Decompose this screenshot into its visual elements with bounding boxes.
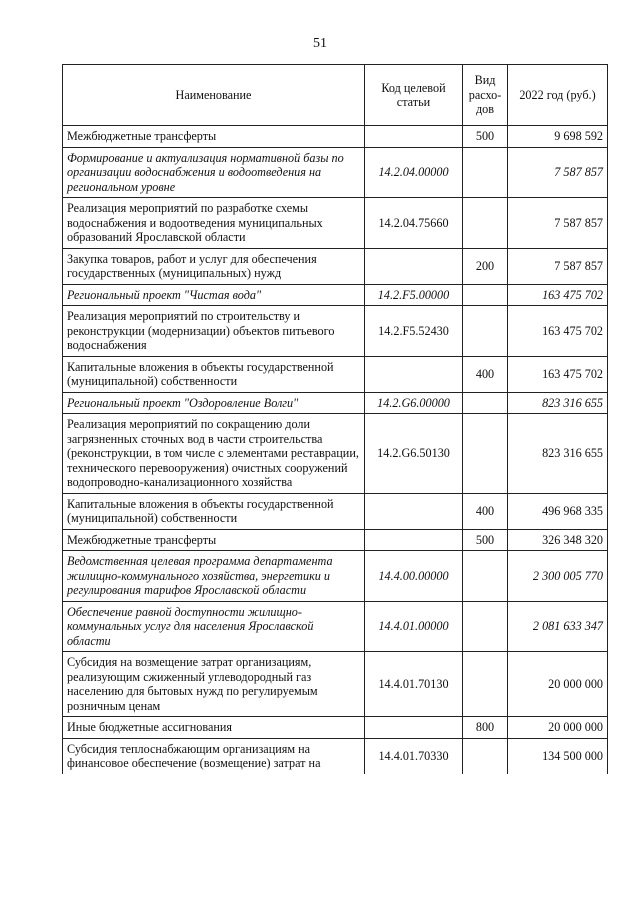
cell-name: Реализация мероприятий по разработке схемы водоснабжения и водоотведения муниципальных образований Ярославской области <box>63 198 365 249</box>
cell-kind <box>463 392 508 414</box>
table-row <box>63 356 608 392</box>
cell-kind <box>463 652 508 717</box>
cell-name: Субсидия теплоснабжающим организациям на финансовое обеспечение (возмещение) затрат на <box>63 738 365 774</box>
cell-name: Реализация мероприятий по сокращению доли загрязненных сточных вод в части строительства (реконструкции, в том числе с элементами реставрации, технического перевооружения) очистных сооружений водопроводно-канализационного хозяйства <box>63 414 365 494</box>
cell-kind <box>463 414 508 494</box>
cell-sum: 7 587 857 <box>508 248 608 284</box>
cell-sum: 823 316 655 <box>508 392 608 414</box>
table-row <box>63 551 608 602</box>
cell-kind <box>463 284 508 306</box>
table-body <box>63 126 608 774</box>
cell-name: Обеспечение равной доступности жилищно-коммунальных услуг для населения Ярославской области <box>63 601 365 652</box>
table-row <box>63 414 608 494</box>
cell-code: 14.2.F5.52430 <box>365 306 463 357</box>
cell-code: 14.2.G6.00000 <box>365 392 463 414</box>
cell-sum: 326 348 320 <box>508 529 608 551</box>
table-row <box>63 493 608 529</box>
cell-name: Ведомственная целевая программа департамента жилищно-коммунального хозяйства, энергетики и регулирования тарифов Ярославской области <box>63 551 365 602</box>
cell-name: Межбюджетные трансферты <box>63 126 365 148</box>
cell-kind: 400 <box>463 356 508 392</box>
cell-kind <box>463 306 508 357</box>
cell-name: Капитальные вложения в объекты государственной (муниципальной) собственности <box>63 356 365 392</box>
cell-sum: 163 475 702 <box>508 306 608 357</box>
cell-name: Региональный проект "Чистая вода" <box>63 284 365 306</box>
cell-sum: 823 316 655 <box>508 414 608 494</box>
cell-code: 14.4.01.70130 <box>365 652 463 717</box>
cell-sum: 163 475 702 <box>508 284 608 306</box>
cell-name: Формирование и актуализация нормативной базы по организации водоснабжения и водоотведения на региональном уровне <box>63 147 365 198</box>
cell-code: 14.4.01.70330 <box>365 738 463 774</box>
cell-name: Межбюджетные трансферты <box>63 529 365 551</box>
cell-code <box>365 356 463 392</box>
cell-code <box>365 493 463 529</box>
table-row <box>63 284 608 306</box>
cell-code: 14.2.G6.50130 <box>365 414 463 494</box>
table-header-row <box>63 65 608 126</box>
cell-kind <box>463 738 508 774</box>
cell-name: Реализация мероприятий по строительству и реконструкции (модернизации) объектов питьевого водоснабжения <box>63 306 365 357</box>
cell-sum: 20 000 000 <box>508 717 608 739</box>
cell-sum: 2 081 633 347 <box>508 601 608 652</box>
cell-name: Закупка товаров, работ и услуг для обеспечения государственных (муниципальных) нужд <box>63 248 365 284</box>
table-row <box>63 601 608 652</box>
header-code: Код целевой статьи <box>365 65 463 126</box>
cell-code <box>365 717 463 739</box>
header-name: Наименование <box>63 65 365 126</box>
table-row <box>63 717 608 739</box>
cell-code <box>365 248 463 284</box>
table-row <box>63 529 608 551</box>
header-kind: Вид расхо-дов <box>463 65 508 126</box>
budget-table <box>62 64 608 774</box>
table-row <box>63 652 608 717</box>
cell-name: Региональный проект "Оздоровление Волги" <box>63 392 365 414</box>
cell-code: 14.4.01.00000 <box>365 601 463 652</box>
cell-name: Субсидия на возмещение затрат организациям, реализующим сжиженный углеводородный газ населению для бытовых нужд по регулируемым розничным ценам <box>63 652 365 717</box>
cell-name: Иные бюджетные ассигнования <box>63 717 365 739</box>
table-row <box>63 248 608 284</box>
cell-kind: 800 <box>463 717 508 739</box>
table-row <box>63 392 608 414</box>
cell-code: 14.4.00.00000 <box>365 551 463 602</box>
cell-kind: 500 <box>463 529 508 551</box>
cell-sum: 7 587 857 <box>508 147 608 198</box>
cell-kind: 500 <box>463 126 508 148</box>
cell-sum: 2 300 005 770 <box>508 551 608 602</box>
cell-kind <box>463 147 508 198</box>
cell-sum: 20 000 000 <box>508 652 608 717</box>
cell-code <box>365 126 463 148</box>
cell-kind <box>463 601 508 652</box>
table-row <box>63 126 608 148</box>
cell-sum: 163 475 702 <box>508 356 608 392</box>
table-row <box>63 147 608 198</box>
header-sum: 2022 год (руб.) <box>508 65 608 126</box>
cell-kind <box>463 551 508 602</box>
cell-sum: 9 698 592 <box>508 126 608 148</box>
cell-sum: 496 968 335 <box>508 493 608 529</box>
table-row <box>63 738 608 774</box>
cell-code: 14.2.F5.00000 <box>365 284 463 306</box>
cell-name: Капитальные вложения в объекты государственной (муниципальной) собственности <box>63 493 365 529</box>
cell-code: 14.2.04.75660 <box>365 198 463 249</box>
cell-sum: 134 500 000 <box>508 738 608 774</box>
cell-kind: 400 <box>463 493 508 529</box>
cell-code <box>365 529 463 551</box>
table-row <box>63 306 608 357</box>
page-number: 51 <box>313 36 327 51</box>
cell-sum: 7 587 857 <box>508 198 608 249</box>
cell-kind <box>463 198 508 249</box>
cell-kind: 200 <box>463 248 508 284</box>
table-row <box>63 198 608 249</box>
cell-code: 14.2.04.00000 <box>365 147 463 198</box>
